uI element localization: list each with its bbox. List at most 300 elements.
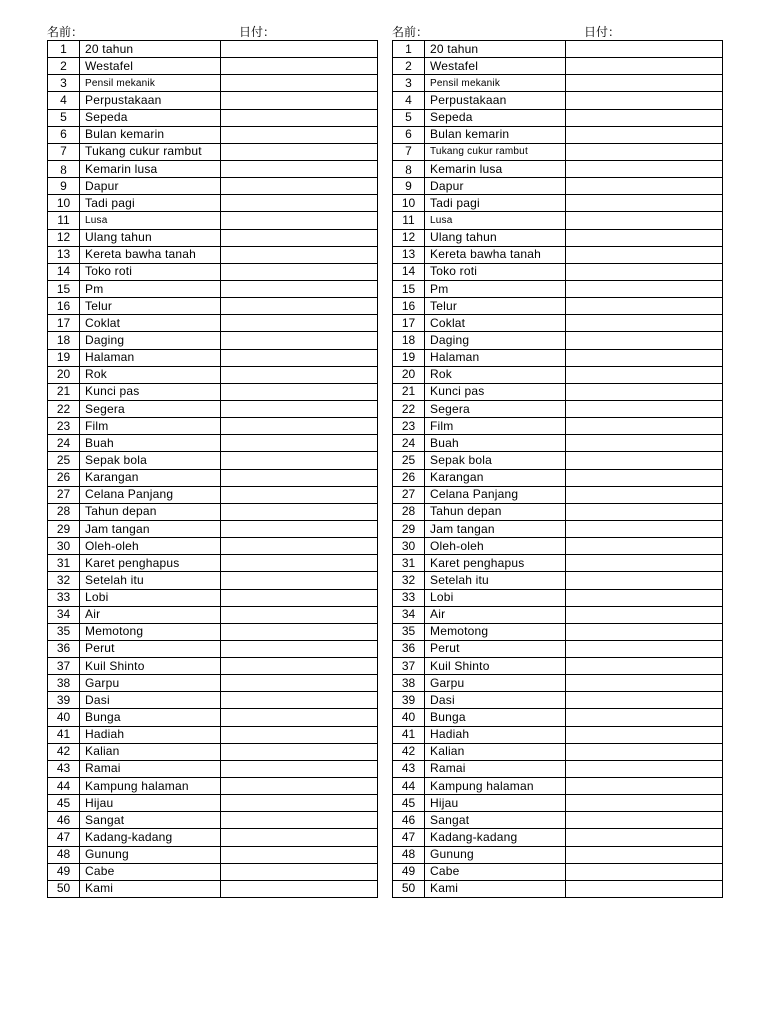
answer-cell[interactable] — [566, 623, 723, 640]
vocabulary-word: Garpu — [80, 675, 221, 692]
vocabulary-word: Ramai — [425, 760, 566, 777]
answer-cell[interactable] — [566, 41, 723, 58]
vocabulary-word: Kereta bawha tanah — [80, 246, 221, 263]
answer-cell[interactable] — [221, 520, 378, 537]
vocabulary-word: Jam tangan — [425, 520, 566, 537]
answer-cell[interactable] — [566, 143, 723, 160]
answer-cell[interactable] — [566, 332, 723, 349]
answer-cell[interactable] — [221, 846, 378, 863]
row-number: 12 — [393, 229, 425, 246]
row-number: 14 — [393, 263, 425, 280]
answer-cell[interactable] — [566, 400, 723, 417]
vocabulary-word: Daging — [425, 332, 566, 349]
answer-cell[interactable] — [566, 349, 723, 366]
answer-cell[interactable] — [566, 92, 723, 109]
table-row — [48, 298, 378, 315]
answer-cell[interactable] — [566, 229, 723, 246]
row-number: 28 — [48, 503, 80, 520]
answer-cell[interactable] — [221, 298, 378, 315]
vocabulary-word: Bulan kemarin — [80, 126, 221, 143]
row-number: 24 — [393, 435, 425, 452]
row-number: 37 — [48, 658, 80, 675]
worksheet-header — [47, 24, 378, 40]
answer-cell[interactable] — [566, 726, 723, 743]
vocabulary-word: Pensil mekanik — [80, 75, 221, 92]
table-row — [48, 160, 378, 177]
answer-cell[interactable] — [221, 692, 378, 709]
answer-cell[interactable] — [221, 658, 378, 675]
row-number: 36 — [393, 640, 425, 657]
row-number: 19 — [393, 349, 425, 366]
answer-cell[interactable] — [566, 280, 723, 297]
row-number: 20 — [393, 366, 425, 383]
answer-cell[interactable] — [566, 160, 723, 177]
name-label: 名前： — [392, 25, 429, 39]
vocabulary-word: Air — [80, 606, 221, 623]
answer-cell[interactable] — [221, 195, 378, 212]
vocabulary-word: Memotong — [80, 623, 221, 640]
answer-cell[interactable] — [566, 555, 723, 572]
answer-cell[interactable] — [566, 315, 723, 332]
vocabulary-word: Kalian — [80, 743, 221, 760]
vocabulary-word: Dasi — [80, 692, 221, 709]
row-number: 44 — [48, 778, 80, 795]
answer-cell[interactable] — [566, 812, 723, 829]
table-row — [393, 366, 723, 383]
answer-cell[interactable] — [566, 486, 723, 503]
row-number: 34 — [393, 606, 425, 623]
table-row — [48, 520, 378, 537]
vocabulary-word: Karet penghapus — [425, 555, 566, 572]
table-row — [48, 246, 378, 263]
answer-cell[interactable] — [566, 109, 723, 126]
vocabulary-word: Hijau — [80, 795, 221, 812]
table-row — [48, 332, 378, 349]
answer-cell[interactable] — [566, 795, 723, 812]
table-row — [48, 760, 378, 777]
table-row — [48, 58, 378, 75]
table-row — [48, 795, 378, 812]
answer-cell[interactable] — [221, 555, 378, 572]
worksheet-left — [47, 24, 378, 898]
table-row — [393, 126, 723, 143]
answer-cell[interactable] — [566, 263, 723, 280]
table-row — [393, 760, 723, 777]
answer-cell[interactable] — [221, 332, 378, 349]
answer-cell[interactable] — [221, 880, 378, 897]
row-number: 32 — [393, 572, 425, 589]
vocabulary-word: Rok — [80, 366, 221, 383]
table-row — [393, 658, 723, 675]
row-number: 40 — [48, 709, 80, 726]
vocabulary-word: Pm — [425, 280, 566, 297]
table-row — [48, 812, 378, 829]
answer-cell[interactable] — [566, 846, 723, 863]
vocabulary-word: Kampung halaman — [425, 778, 566, 795]
vocabulary-word: Dapur — [425, 178, 566, 195]
vocabulary-word: Sepak bola — [80, 452, 221, 469]
table-row — [393, 880, 723, 897]
table-row — [48, 778, 378, 795]
row-number: 35 — [48, 623, 80, 640]
table-row — [393, 486, 723, 503]
table-row — [393, 778, 723, 795]
vocabulary-word: Lobi — [80, 589, 221, 606]
vocabulary-word: Karangan — [80, 469, 221, 486]
vocabulary-word: Kampung halaman — [80, 778, 221, 795]
answer-cell[interactable] — [221, 383, 378, 400]
answer-cell[interactable] — [566, 246, 723, 263]
table-row — [48, 743, 378, 760]
row-number: 13 — [393, 246, 425, 263]
row-number: 13 — [48, 246, 80, 263]
answer-cell[interactable] — [221, 640, 378, 657]
table-row — [48, 503, 378, 520]
vocabulary-word: Kami — [80, 880, 221, 897]
vocabulary-word: Toko roti — [80, 263, 221, 280]
row-number: 6 — [393, 126, 425, 143]
answer-cell[interactable] — [566, 572, 723, 589]
table-row — [393, 400, 723, 417]
answer-cell[interactable] — [566, 126, 723, 143]
answer-cell[interactable] — [221, 606, 378, 623]
row-number: 29 — [48, 520, 80, 537]
row-number: 34 — [48, 606, 80, 623]
vocabulary-word: Coklat — [80, 315, 221, 332]
table-row — [393, 383, 723, 400]
vocabulary-word: Celana Panjang — [80, 486, 221, 503]
answer-cell[interactable] — [566, 778, 723, 795]
answer-cell[interactable] — [221, 503, 378, 520]
row-number: 9 — [393, 178, 425, 195]
answer-cell[interactable] — [566, 829, 723, 846]
table-row — [48, 75, 378, 92]
answer-cell[interactable] — [221, 143, 378, 160]
answer-cell[interactable] — [221, 863, 378, 880]
answer-cell[interactable] — [221, 212, 378, 229]
answer-cell[interactable] — [221, 400, 378, 417]
row-number: 33 — [393, 589, 425, 606]
answer-cell[interactable] — [221, 623, 378, 640]
table-row — [393, 538, 723, 555]
row-number: 43 — [48, 760, 80, 777]
row-number: 46 — [393, 812, 425, 829]
table-row — [393, 280, 723, 297]
vocabulary-word: Hijau — [425, 795, 566, 812]
answer-cell[interactable] — [566, 743, 723, 760]
vocabulary-word: Garpu — [425, 675, 566, 692]
table-row — [393, 623, 723, 640]
table-row — [48, 229, 378, 246]
table-row — [48, 469, 378, 486]
row-number: 50 — [393, 880, 425, 897]
answer-cell[interactable] — [221, 109, 378, 126]
table-row — [393, 726, 723, 743]
row-number: 15 — [393, 280, 425, 297]
table-row — [48, 675, 378, 692]
worksheet-right — [392, 24, 723, 898]
vocabulary-word: Kuil Shinto — [80, 658, 221, 675]
answer-cell[interactable] — [221, 469, 378, 486]
answer-cell[interactable] — [221, 538, 378, 555]
table-row — [48, 263, 378, 280]
answer-cell[interactable] — [566, 589, 723, 606]
answer-cell[interactable] — [566, 709, 723, 726]
row-number: 44 — [393, 778, 425, 795]
row-number: 24 — [48, 435, 80, 452]
answer-cell[interactable] — [221, 58, 378, 75]
table-row — [48, 555, 378, 572]
date-label: 日付： — [584, 25, 621, 39]
row-number: 36 — [48, 640, 80, 657]
table-row — [393, 452, 723, 469]
row-number: 21 — [48, 383, 80, 400]
vocabulary-word: Perpustakaan — [425, 92, 566, 109]
row-number: 8 — [393, 160, 425, 177]
answer-cell[interactable] — [221, 675, 378, 692]
row-number: 37 — [393, 658, 425, 675]
vocabulary-word: Oleh-oleh — [425, 538, 566, 555]
answer-cell[interactable] — [566, 880, 723, 897]
answer-cell[interactable] — [566, 435, 723, 452]
table-row — [48, 589, 378, 606]
table-row — [393, 692, 723, 709]
vocabulary-word: Sepeda — [80, 109, 221, 126]
answer-cell[interactable] — [566, 863, 723, 880]
vocabulary-word: Karangan — [425, 469, 566, 486]
row-number: 32 — [48, 572, 80, 589]
table-row — [393, 315, 723, 332]
vocabulary-word: Westafel — [80, 58, 221, 75]
answer-cell[interactable] — [566, 469, 723, 486]
vocabulary-table — [47, 40, 378, 898]
answer-cell[interactable] — [221, 486, 378, 503]
vocabulary-word: Coklat — [425, 315, 566, 332]
vocabulary-word: Kami — [425, 880, 566, 897]
table-row — [393, 41, 723, 58]
row-number: 28 — [393, 503, 425, 520]
vocabulary-word: Toko roti — [425, 263, 566, 280]
table-row — [48, 452, 378, 469]
vocabulary-word: Film — [425, 418, 566, 435]
vocabulary-word: Sangat — [80, 812, 221, 829]
table-row — [393, 229, 723, 246]
answer-cell[interactable] — [566, 503, 723, 520]
vocabulary-word: Kereta bawha tanah — [425, 246, 566, 263]
row-number: 1 — [48, 41, 80, 58]
table-row — [393, 520, 723, 537]
table-row — [48, 435, 378, 452]
answer-cell[interactable] — [221, 229, 378, 246]
vocabulary-word: Jam tangan — [80, 520, 221, 537]
answer-cell[interactable] — [566, 675, 723, 692]
row-number: 15 — [48, 280, 80, 297]
answer-cell[interactable] — [221, 75, 378, 92]
table-row — [393, 555, 723, 572]
vocabulary-word: Bunga — [425, 709, 566, 726]
vocabulary-word: Perpustakaan — [80, 92, 221, 109]
date-label: 日付： — [239, 25, 276, 39]
vocabulary-word: Halaman — [80, 349, 221, 366]
answer-cell[interactable] — [221, 760, 378, 777]
answer-cell[interactable] — [566, 520, 723, 537]
row-number: 46 — [48, 812, 80, 829]
answer-cell[interactable] — [221, 246, 378, 263]
row-number: 38 — [393, 675, 425, 692]
answer-cell[interactable] — [221, 812, 378, 829]
vocabulary-word: Cabe — [425, 863, 566, 880]
answer-cell[interactable] — [221, 795, 378, 812]
answer-cell[interactable] — [566, 658, 723, 675]
answer-cell[interactable] — [221, 726, 378, 743]
answer-cell[interactable] — [221, 418, 378, 435]
vocabulary-word: Tadi pagi — [425, 195, 566, 212]
answer-cell[interactable] — [566, 298, 723, 315]
answer-cell[interactable] — [221, 743, 378, 760]
vocabulary-word: Kadang-kadang — [80, 829, 221, 846]
table-row — [393, 846, 723, 863]
row-number: 5 — [48, 109, 80, 126]
answer-cell[interactable] — [221, 435, 378, 452]
row-number: 2 — [393, 58, 425, 75]
answer-cell[interactable] — [221, 452, 378, 469]
answer-cell[interactable] — [566, 195, 723, 212]
answer-cell[interactable] — [221, 126, 378, 143]
vocabulary-word: Halaman — [425, 349, 566, 366]
row-number: 31 — [48, 555, 80, 572]
answer-cell[interactable] — [221, 41, 378, 58]
answer-cell[interactable] — [566, 366, 723, 383]
vocabulary-word: Celana Panjang — [425, 486, 566, 503]
answer-cell[interactable] — [566, 760, 723, 777]
answer-cell[interactable] — [221, 778, 378, 795]
vocabulary-word: Film — [80, 418, 221, 435]
row-number: 31 — [393, 555, 425, 572]
row-number: 23 — [393, 418, 425, 435]
vocabulary-word: Bunga — [80, 709, 221, 726]
row-number: 30 — [48, 538, 80, 555]
vocabulary-word: Tahun depan — [425, 503, 566, 520]
row-number: 16 — [393, 298, 425, 315]
table-row — [48, 863, 378, 880]
row-number: 4 — [48, 92, 80, 109]
row-number: 7 — [48, 143, 80, 160]
table-row — [48, 178, 378, 195]
table-row — [48, 606, 378, 623]
row-number: 41 — [48, 726, 80, 743]
row-number: 6 — [48, 126, 80, 143]
vocabulary-word: Ulang tahun — [80, 229, 221, 246]
table-row — [48, 880, 378, 897]
answer-cell[interactable] — [221, 709, 378, 726]
answer-cell[interactable] — [566, 452, 723, 469]
table-row — [48, 383, 378, 400]
table-row — [393, 675, 723, 692]
answer-cell[interactable] — [566, 606, 723, 623]
vocabulary-word: Karet penghapus — [80, 555, 221, 572]
row-number: 25 — [393, 452, 425, 469]
table-row — [48, 709, 378, 726]
vocabulary-word: Sepak bola — [425, 452, 566, 469]
answer-cell[interactable] — [221, 589, 378, 606]
answer-cell[interactable] — [566, 418, 723, 435]
row-number: 10 — [48, 195, 80, 212]
row-number: 8 — [48, 160, 80, 177]
answer-cell[interactable] — [566, 692, 723, 709]
table-row — [393, 332, 723, 349]
table-row — [48, 366, 378, 383]
row-number: 30 — [393, 538, 425, 555]
table-row — [48, 538, 378, 555]
table-row — [393, 469, 723, 486]
vocabulary-word: Kemarin lusa — [80, 160, 221, 177]
row-number: 12 — [48, 229, 80, 246]
table-row — [393, 743, 723, 760]
table-row — [393, 640, 723, 657]
table-row — [393, 349, 723, 366]
row-number: 26 — [393, 469, 425, 486]
row-number: 49 — [393, 863, 425, 880]
answer-cell[interactable] — [221, 366, 378, 383]
answer-cell[interactable] — [566, 538, 723, 555]
row-number: 14 — [48, 263, 80, 280]
row-number: 11 — [393, 212, 425, 229]
answer-cell[interactable] — [566, 383, 723, 400]
vocabulary-word: Sepeda — [425, 109, 566, 126]
answer-cell[interactable] — [221, 572, 378, 589]
vocabulary-word: Kunci pas — [425, 383, 566, 400]
answer-cell[interactable] — [566, 75, 723, 92]
answer-cell[interactable] — [221, 315, 378, 332]
vocabulary-word: Air — [425, 606, 566, 623]
row-number: 38 — [48, 675, 80, 692]
table-row — [48, 572, 378, 589]
answer-cell[interactable] — [566, 640, 723, 657]
row-number: 50 — [48, 880, 80, 897]
answer-cell[interactable] — [221, 178, 378, 195]
vocabulary-word: Gunung — [425, 846, 566, 863]
table-row — [393, 75, 723, 92]
row-number: 42 — [48, 743, 80, 760]
table-row — [48, 315, 378, 332]
vocabulary-word: Perut — [80, 640, 221, 657]
answer-cell[interactable] — [221, 829, 378, 846]
answer-cell[interactable] — [566, 58, 723, 75]
table-row — [393, 58, 723, 75]
row-number: 21 — [393, 383, 425, 400]
vocabulary-word: Kemarin lusa — [425, 160, 566, 177]
vocabulary-word: Telur — [425, 298, 566, 315]
answer-cell[interactable] — [221, 349, 378, 366]
row-number: 18 — [393, 332, 425, 349]
row-number: 3 — [48, 75, 80, 92]
answer-cell[interactable] — [221, 280, 378, 297]
row-number: 2 — [48, 58, 80, 75]
vocabulary-word: Setelah itu — [425, 572, 566, 589]
answer-cell[interactable] — [566, 212, 723, 229]
answer-cell[interactable] — [221, 92, 378, 109]
answer-cell[interactable] — [221, 263, 378, 280]
table-row — [48, 726, 378, 743]
table-row — [48, 640, 378, 657]
answer-cell[interactable] — [566, 178, 723, 195]
table-row — [393, 246, 723, 263]
row-number: 18 — [48, 332, 80, 349]
row-number: 17 — [48, 315, 80, 332]
worksheet-header — [392, 24, 723, 40]
answer-cell[interactable] — [221, 160, 378, 177]
vocabulary-word: Westafel — [425, 58, 566, 75]
